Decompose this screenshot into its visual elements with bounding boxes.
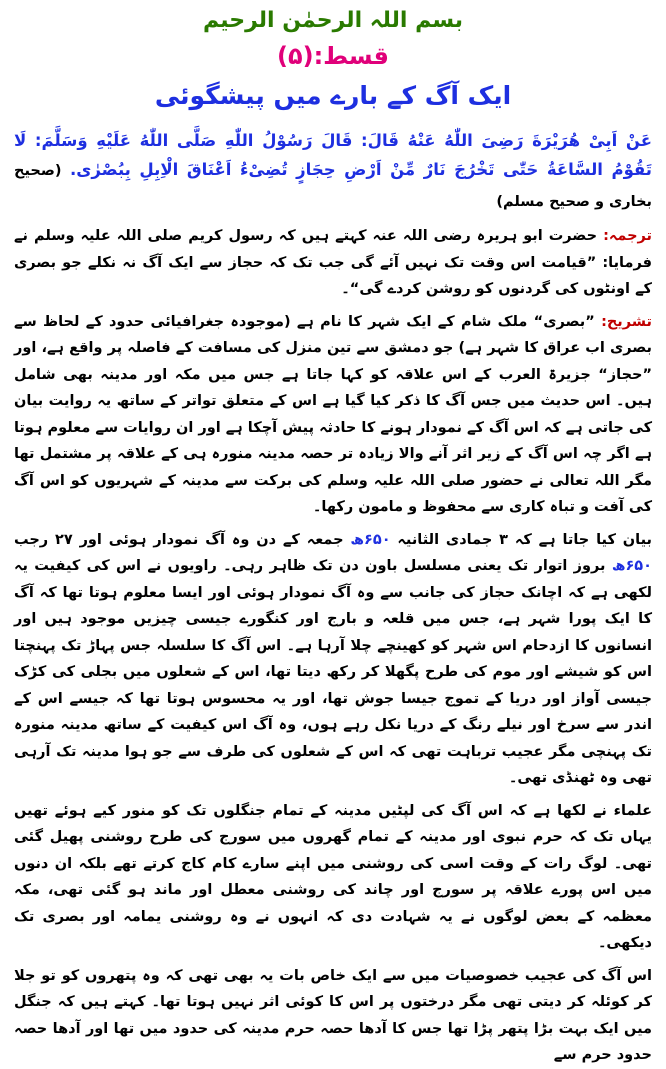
history-text-mid: جمعہ کے دن وہ آگ نمودار ہوئی اور ۲۷ رجب: [14, 531, 344, 548]
document-header: [0, 0, 666, 118]
history-paragraph: [14, 527, 652, 792]
explanation-label: تشریح:: [601, 313, 652, 330]
history-text-post: بروز اتوار تک یعنی مسلسل باون دن تک ظاہر رہی۔ راویوں نے اس کی کیفیت یہ لکھی ہے کہ اچانک حجاز کی جانب سے وہ آگ نمودار ہوئی اور ایسا معلوم ہوتا تھا کہ آگ کا ایک پورا شہر ہے، جس میں قلعہ و بارج اور کنگورے جیسی چیزیں موجود ہیں اور انسانوں کا ازدحام اس شہر کو کھینچے چلا آرہا ہے۔ اس آگ کا سلسلہ جس پہاڑ تک پہنچتا اس کو شیشے اور موم کی طرح پگھلا کر رکھ دیتا تھا، اس کے شعلوں میں بجلی کی کڑک جیسی آواز اور دریا کے تموج جیسا جوش تھا، اور یہ محسوس ہوتا تھا کہ جیسے اس کے اندر سے سرخ اور نیلے رنگ کے دریا نکل رہے ہوں، وہ آگ اس کیفیت کے ساتھ مدینہ منورہ تک پہنچی مگر عجیب ترباہت تھی کہ اس کے شعلوں کی طرف سے جو ہوا مدینہ تک آرہی تھی وہ ٹھنڈی تھی۔: [14, 558, 652, 786]
year-650-second: ۶۵۰ھ: [611, 558, 652, 574]
scholars-paragraph: [14, 798, 652, 957]
document-body: [0, 126, 666, 1069]
basmala: بسم اللہ الرحمٰن الرحیم: [202, 8, 463, 33]
translation-paragraph: [14, 223, 652, 303]
year-650-first: ۶۵۰ھ: [350, 531, 391, 548]
hadith-arabic: [14, 126, 652, 217]
explanation-paragraph: [14, 309, 652, 521]
translation-label: ترجمہ:: [603, 228, 652, 244]
hadith-text: عَنْ اَبِیْ هُرَیْرَةَ رَضِیَ اللّٰهُ عَنْهُ قَالَ: قَالَ رَسُوْلُ اللّٰهِ صَلَّى اللّٰهُ عَلَيْهِ وَسَلَّمَ: لَا تَقُوْمُ السَّاعَةُ حَتّٰى تَخْرُجَ نَارٌ مِّنْ اَرْضِ حِجَازٍ تُضِیْءُ اَعْنَاقَ الْاِبِلِ بِبُصْرٰی.: [14, 131, 652, 179]
page-title: ایک آگ کے بارے میں پیشگوئی: [154, 81, 512, 110]
features-paragraph: [14, 963, 652, 1069]
episode-number: قسط:(۵): [276, 42, 390, 70]
history-text-pre: بیان کیا جاتا ہے کہ ۳ جمادی الثانیہ: [397, 531, 652, 548]
scholars-text: علماء نے لکھا ہے کہ اس آگ کی لپٹیں مدینہ کے تمام جنگلوں تک کو منور کیے ہوئے تھیں یہاں تک کہ حرم نبوی اور مدینہ کے تمام گھروں میں سورج کی طرح روشنی پھیل گئی تھی۔ لوگ رات کے وقت اسی کی روشنی میں اپنے سارے کام کاج کرتے تھے بلکہ ان دنوں میں اس پورے علاقہ پر سورج اور چاند کی روشنی معطل اور ماند ہو گئی تھی، مکہ معظمہ کے بعض لوگوں نے یہ شہادت دی کہ انہوں نے وہ روشنی یمامہ اور بصری تک دیکھی۔: [14, 802, 652, 951]
translation-text: حضرت ابو ہریرہ رضی اللہ عنہ کہتے ہیں کہ رسول کریم صلی اللہ علیہ وسلم نے فرمایا: ”قیامت اس وقت تک نہیں آئے گی جب تک کہ حجاز سے ایک آگ نہ نکلے جو بصری کے اونٹوں کی گردنوں کو روشن کردے گی“۔: [14, 228, 652, 297]
features-text: اس آگ کی عجیب خصوصیات میں سے ایک خاص بات یہ بھی تھی کہ وہ پتھروں کو تو جلا کر کوئلہ کر دیتی تھی مگر درختوں پر اس کا کوئی اثر نہیں ہوتا تھا۔ کہتے ہیں کہ جنگل میں ایک بہت بڑا پتھر پڑا تھا جس کا آدھا حصہ حرم مدینہ کی حدود میں تھا اور آدھا حصہ حدود حرم سے: [14, 967, 652, 1063]
hadith-reference: (صحیح بخاری و صحیح مسلم): [14, 163, 652, 210]
explanation-text: ”بصری“ ملک شام کے ایک شہر کا نام ہے (موجودہ جغرافیائی حدود کے لحاظ سے بصری اب عراق کا شہر ہے) جو دمشق سے تین منزل کی مسافت کے فاصلہ پر واقع ہے، اور ”حجاز“ جزیرۃ العرب کے اس علاقہ کو کہا جاتا ہے جس میں مکہ اور مدینہ بھی شامل ہیں۔ اس حدیث میں جس آگ کا ذکر کیا گیا ہے اس کے متعلق تواتر کے ساتھ یہ روایت بیان کی جاتی ہے کہ اس آگ کے نمودار ہونے کا حادثہ پیش آچکا ہے اور ان روایات سے معلوم ہوتا ہے اگر چہ اس آگ کے زیر اثر آنے والا زیادہ تر حصہ مدینہ منورہ ہی کے علاقہ پر مشتمل تھا مگر اللہ تعالی نے حضور صلی اللہ علیہ وسلم کی برکت سے مدینہ کے شہریوں کو اس آگ کی آفت و تباہ کاری سے محفوظ و مامون رکھا۔: [13, 313, 652, 515]
